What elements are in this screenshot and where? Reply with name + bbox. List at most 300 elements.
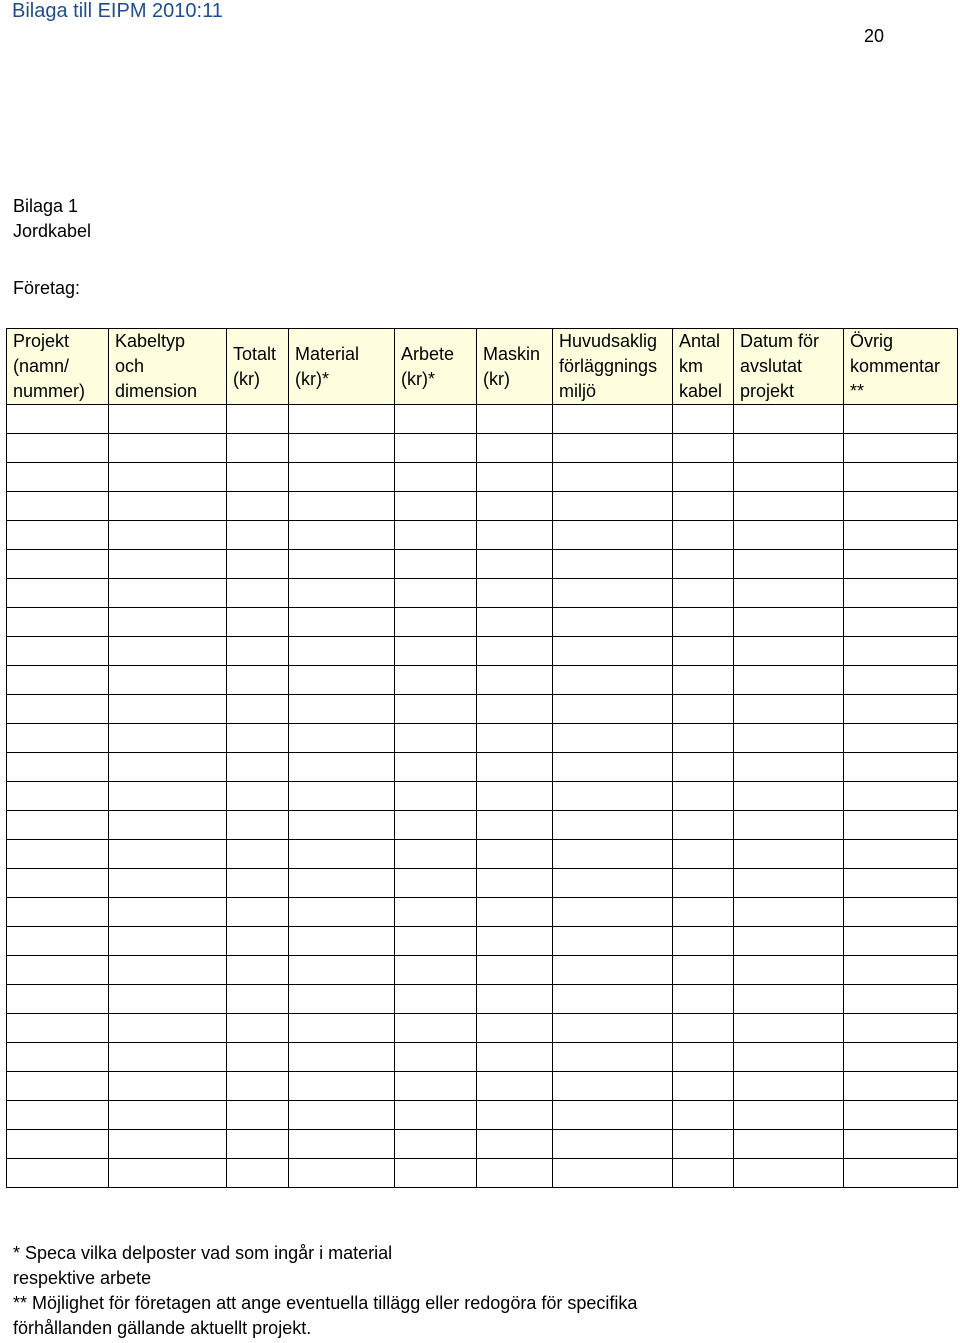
table-cell[interactable] bbox=[844, 550, 958, 579]
table-cell[interactable] bbox=[289, 637, 395, 666]
table-cell[interactable] bbox=[109, 521, 227, 550]
table-cell[interactable] bbox=[395, 927, 477, 956]
table-row bbox=[7, 1072, 958, 1101]
page-number: 20 bbox=[864, 26, 885, 46]
table-cell[interactable] bbox=[109, 782, 227, 811]
table-cell[interactable] bbox=[395, 608, 477, 637]
table-cell[interactable] bbox=[844, 405, 958, 434]
table-cell[interactable] bbox=[477, 1014, 553, 1043]
table-cell[interactable] bbox=[289, 695, 395, 724]
table-cell[interactable] bbox=[553, 579, 673, 608]
table-row bbox=[7, 492, 958, 521]
table-cell[interactable] bbox=[227, 869, 289, 898]
table-cell[interactable] bbox=[227, 666, 289, 695]
table-cell[interactable] bbox=[673, 405, 734, 434]
table-cell[interactable] bbox=[553, 869, 673, 898]
table-cell[interactable] bbox=[289, 782, 395, 811]
table-cell[interactable] bbox=[395, 521, 477, 550]
table-cell[interactable] bbox=[289, 434, 395, 463]
table-cell[interactable] bbox=[7, 666, 109, 695]
table-cell[interactable] bbox=[7, 1043, 109, 1072]
table-cell[interactable] bbox=[673, 579, 734, 608]
table-cell[interactable] bbox=[7, 869, 109, 898]
table-row bbox=[7, 956, 958, 985]
table-cell[interactable] bbox=[289, 898, 395, 927]
table-cell[interactable] bbox=[844, 1072, 958, 1101]
table-cell[interactable] bbox=[673, 1130, 734, 1159]
table-cell[interactable] bbox=[844, 840, 958, 869]
table-cell[interactable] bbox=[844, 463, 958, 492]
table-cell[interactable] bbox=[477, 869, 553, 898]
table-cell[interactable] bbox=[844, 1130, 958, 1159]
table-cell[interactable] bbox=[844, 608, 958, 637]
table-cell[interactable] bbox=[673, 434, 734, 463]
table-cell[interactable] bbox=[395, 840, 477, 869]
table-cell[interactable] bbox=[7, 927, 109, 956]
table-cell[interactable] bbox=[553, 608, 673, 637]
table-cell[interactable] bbox=[395, 898, 477, 927]
table-cell[interactable] bbox=[734, 985, 844, 1014]
table-cell[interactable] bbox=[734, 1014, 844, 1043]
table-cell[interactable] bbox=[395, 637, 477, 666]
table-cell[interactable] bbox=[553, 521, 673, 550]
table-cell[interactable] bbox=[109, 898, 227, 927]
table-cell[interactable] bbox=[109, 434, 227, 463]
table-cell[interactable] bbox=[844, 753, 958, 782]
column-header-completion-date: Datum för avslutat projekt bbox=[734, 329, 844, 405]
table-cell[interactable] bbox=[673, 521, 734, 550]
table-cell[interactable] bbox=[7, 637, 109, 666]
table-cell[interactable] bbox=[734, 521, 844, 550]
table-header-row bbox=[7, 329, 958, 405]
table-cell[interactable] bbox=[227, 724, 289, 753]
table-cell[interactable] bbox=[477, 898, 553, 927]
table-cell[interactable] bbox=[844, 434, 958, 463]
table-cell[interactable] bbox=[7, 898, 109, 927]
table-cell[interactable] bbox=[553, 1101, 673, 1130]
table-cell[interactable] bbox=[734, 405, 844, 434]
table-cell[interactable] bbox=[673, 753, 734, 782]
table-cell[interactable] bbox=[844, 666, 958, 695]
table-cell[interactable] bbox=[844, 782, 958, 811]
table-cell[interactable] bbox=[109, 840, 227, 869]
table-row bbox=[7, 927, 958, 956]
table-cell[interactable] bbox=[109, 869, 227, 898]
table-cell[interactable] bbox=[109, 927, 227, 956]
table-cell[interactable] bbox=[673, 1159, 734, 1188]
table-cell[interactable] bbox=[395, 1014, 477, 1043]
table-cell[interactable] bbox=[734, 811, 844, 840]
table-cell[interactable] bbox=[289, 1101, 395, 1130]
table-cell[interactable] bbox=[673, 695, 734, 724]
table-cell[interactable] bbox=[227, 434, 289, 463]
table-cell[interactable] bbox=[477, 579, 553, 608]
table-cell[interactable] bbox=[477, 811, 553, 840]
table-cell[interactable] bbox=[109, 753, 227, 782]
table-cell[interactable] bbox=[477, 405, 553, 434]
table-cell[interactable] bbox=[289, 927, 395, 956]
table-cell[interactable] bbox=[844, 1043, 958, 1072]
table-cell[interactable] bbox=[477, 927, 553, 956]
table-cell[interactable] bbox=[289, 753, 395, 782]
table-cell[interactable] bbox=[109, 550, 227, 579]
table-cell[interactable] bbox=[477, 985, 553, 1014]
table-cell[interactable] bbox=[227, 985, 289, 1014]
table-cell[interactable] bbox=[289, 666, 395, 695]
table-row bbox=[7, 1101, 958, 1130]
table-cell[interactable] bbox=[477, 956, 553, 985]
table-cell[interactable] bbox=[673, 637, 734, 666]
table-cell[interactable] bbox=[289, 1043, 395, 1072]
table-cell[interactable] bbox=[553, 434, 673, 463]
table-cell[interactable] bbox=[109, 956, 227, 985]
table-cell[interactable] bbox=[844, 869, 958, 898]
table-cell[interactable] bbox=[289, 463, 395, 492]
table-cell[interactable] bbox=[553, 927, 673, 956]
table-cell[interactable] bbox=[289, 1130, 395, 1159]
table-cell[interactable] bbox=[7, 840, 109, 869]
table-cell[interactable] bbox=[553, 1159, 673, 1188]
table-cell[interactable] bbox=[395, 579, 477, 608]
table-cell[interactable] bbox=[734, 898, 844, 927]
table-row bbox=[7, 434, 958, 463]
table-cell[interactable] bbox=[734, 695, 844, 724]
table-cell[interactable] bbox=[227, 550, 289, 579]
table-cell[interactable] bbox=[7, 1130, 109, 1159]
table-cell[interactable] bbox=[289, 840, 395, 869]
table-cell[interactable] bbox=[109, 1159, 227, 1188]
table-cell[interactable] bbox=[395, 463, 477, 492]
table-cell[interactable] bbox=[673, 811, 734, 840]
table-cell[interactable] bbox=[227, 695, 289, 724]
table-cell[interactable] bbox=[289, 492, 395, 521]
table-cell[interactable] bbox=[477, 492, 553, 521]
table-cell[interactable] bbox=[553, 1072, 673, 1101]
table-cell[interactable] bbox=[109, 1130, 227, 1159]
table-cell[interactable] bbox=[109, 1101, 227, 1130]
table-cell[interactable] bbox=[553, 898, 673, 927]
table-cell[interactable] bbox=[553, 782, 673, 811]
table-cell[interactable] bbox=[477, 1159, 553, 1188]
table-cell[interactable] bbox=[734, 550, 844, 579]
table-cell[interactable] bbox=[7, 782, 109, 811]
table-cell[interactable] bbox=[844, 811, 958, 840]
table-cell[interactable] bbox=[7, 1101, 109, 1130]
table-cell[interactable] bbox=[7, 724, 109, 753]
table-cell[interactable] bbox=[844, 521, 958, 550]
table-cell[interactable] bbox=[227, 492, 289, 521]
table-cell[interactable] bbox=[395, 1043, 477, 1072]
table-cell[interactable] bbox=[673, 608, 734, 637]
table-cell[interactable] bbox=[7, 695, 109, 724]
table-cell[interactable] bbox=[844, 927, 958, 956]
table-cell[interactable] bbox=[844, 695, 958, 724]
table-row bbox=[7, 579, 958, 608]
table-cell[interactable] bbox=[477, 637, 553, 666]
table-cell[interactable] bbox=[227, 898, 289, 927]
table-cell[interactable] bbox=[673, 985, 734, 1014]
table-cell[interactable] bbox=[477, 753, 553, 782]
table-cell[interactable] bbox=[734, 1130, 844, 1159]
table-cell[interactable] bbox=[109, 608, 227, 637]
table-cell[interactable] bbox=[289, 869, 395, 898]
table-cell[interactable] bbox=[477, 550, 553, 579]
table-cell[interactable] bbox=[477, 782, 553, 811]
table-cell[interactable] bbox=[289, 405, 395, 434]
table-cell[interactable] bbox=[395, 1101, 477, 1130]
table-cell[interactable] bbox=[477, 1043, 553, 1072]
table-cell[interactable] bbox=[7, 956, 109, 985]
appendix-label: Bilaga 1 bbox=[13, 196, 79, 216]
table-cell[interactable] bbox=[734, 463, 844, 492]
table-cell[interactable] bbox=[395, 1159, 477, 1188]
table-cell[interactable] bbox=[7, 1014, 109, 1043]
footnote-1-cont: respektive arbete bbox=[13, 1268, 152, 1288]
table-cell[interactable] bbox=[395, 1130, 477, 1159]
table-cell[interactable] bbox=[673, 1072, 734, 1101]
table-cell[interactable] bbox=[109, 666, 227, 695]
table-cell[interactable] bbox=[673, 492, 734, 521]
column-header-cable-type: Kabeltyp och dimension bbox=[109, 329, 227, 405]
table-cell[interactable] bbox=[395, 1072, 477, 1101]
table-cell[interactable] bbox=[673, 840, 734, 869]
table-cell[interactable] bbox=[289, 985, 395, 1014]
table-row bbox=[7, 521, 958, 550]
table-cell[interactable] bbox=[227, 927, 289, 956]
table-cell[interactable] bbox=[477, 840, 553, 869]
table-cell[interactable] bbox=[673, 724, 734, 753]
table-cell[interactable] bbox=[673, 463, 734, 492]
table-cell[interactable] bbox=[477, 463, 553, 492]
table-row bbox=[7, 1130, 958, 1159]
table-cell[interactable] bbox=[673, 1043, 734, 1072]
appendix-subtitle: Jordkabel bbox=[13, 221, 92, 241]
table-cell[interactable] bbox=[109, 1072, 227, 1101]
table-cell[interactable] bbox=[477, 666, 553, 695]
table-cell[interactable] bbox=[395, 985, 477, 1014]
table-cell[interactable] bbox=[7, 1072, 109, 1101]
table-cell[interactable] bbox=[844, 1101, 958, 1130]
table-cell[interactable] bbox=[844, 637, 958, 666]
table-cell[interactable] bbox=[734, 782, 844, 811]
table-cell[interactable] bbox=[844, 956, 958, 985]
table-cell[interactable] bbox=[7, 434, 109, 463]
table-row bbox=[7, 1043, 958, 1072]
table-cell[interactable] bbox=[395, 956, 477, 985]
table-cell[interactable] bbox=[477, 608, 553, 637]
table-cell[interactable] bbox=[553, 1014, 673, 1043]
table-cell[interactable] bbox=[109, 1043, 227, 1072]
table-cell[interactable] bbox=[553, 1130, 673, 1159]
table-body bbox=[7, 405, 958, 1188]
table-cell[interactable] bbox=[109, 1014, 227, 1043]
table-cell[interactable] bbox=[395, 492, 477, 521]
table-cell[interactable] bbox=[289, 1159, 395, 1188]
table-cell[interactable] bbox=[7, 521, 109, 550]
table-cell[interactable] bbox=[289, 1072, 395, 1101]
table-cell[interactable] bbox=[7, 405, 109, 434]
table-cell[interactable] bbox=[395, 782, 477, 811]
table-cell[interactable] bbox=[227, 463, 289, 492]
column-header-total: Totalt (kr) bbox=[227, 329, 289, 405]
table-cell[interactable] bbox=[734, 869, 844, 898]
table-cell[interactable] bbox=[109, 811, 227, 840]
table-cell[interactable] bbox=[844, 898, 958, 927]
footnote-2-cont: förhållanden gällande aktuellt projekt. bbox=[13, 1318, 312, 1338]
table-cell[interactable] bbox=[477, 434, 553, 463]
table-cell[interactable] bbox=[395, 666, 477, 695]
table-cell[interactable] bbox=[553, 1043, 673, 1072]
table-row bbox=[7, 840, 958, 869]
table-cell[interactable] bbox=[844, 1014, 958, 1043]
table-cell[interactable] bbox=[289, 811, 395, 840]
table-row bbox=[7, 695, 958, 724]
table-cell[interactable] bbox=[734, 1101, 844, 1130]
table-cell[interactable] bbox=[734, 956, 844, 985]
table-cell[interactable] bbox=[553, 695, 673, 724]
table-cell[interactable] bbox=[227, 579, 289, 608]
table-row bbox=[7, 608, 958, 637]
table-cell[interactable] bbox=[7, 579, 109, 608]
table-cell[interactable] bbox=[673, 782, 734, 811]
table-cell[interactable] bbox=[109, 724, 227, 753]
table-cell[interactable] bbox=[7, 608, 109, 637]
table-cell[interactable] bbox=[289, 956, 395, 985]
table-cell[interactable] bbox=[395, 753, 477, 782]
table-cell[interactable] bbox=[553, 637, 673, 666]
table-cell[interactable] bbox=[734, 753, 844, 782]
table-cell[interactable] bbox=[7, 753, 109, 782]
table-row bbox=[7, 869, 958, 898]
table-cell[interactable] bbox=[109, 985, 227, 1014]
table-cell[interactable] bbox=[227, 782, 289, 811]
table-cell[interactable] bbox=[844, 985, 958, 1014]
table-cell[interactable] bbox=[553, 492, 673, 521]
table-cell[interactable] bbox=[553, 840, 673, 869]
table-cell[interactable] bbox=[553, 811, 673, 840]
table-cell[interactable] bbox=[844, 492, 958, 521]
table-cell[interactable] bbox=[553, 463, 673, 492]
table-cell[interactable] bbox=[227, 608, 289, 637]
table-cell[interactable] bbox=[7, 1159, 109, 1188]
table-cell[interactable] bbox=[109, 695, 227, 724]
table-cell[interactable] bbox=[553, 753, 673, 782]
table-cell[interactable] bbox=[844, 724, 958, 753]
table-cell[interactable] bbox=[553, 405, 673, 434]
table-cell[interactable] bbox=[673, 1014, 734, 1043]
table-cell[interactable] bbox=[734, 1043, 844, 1072]
column-header-labor: Arbete (kr)* bbox=[395, 329, 477, 405]
table-cell[interactable] bbox=[734, 1072, 844, 1101]
table-cell[interactable] bbox=[844, 579, 958, 608]
table-cell[interactable] bbox=[553, 985, 673, 1014]
table-cell[interactable] bbox=[477, 695, 553, 724]
table-cell[interactable] bbox=[734, 666, 844, 695]
table-cell[interactable] bbox=[734, 724, 844, 753]
table-cell[interactable] bbox=[673, 869, 734, 898]
table-cell[interactable] bbox=[289, 521, 395, 550]
table-cell[interactable] bbox=[227, 840, 289, 869]
table-cell[interactable] bbox=[289, 1014, 395, 1043]
table-cell[interactable] bbox=[289, 550, 395, 579]
table-cell[interactable] bbox=[734, 1159, 844, 1188]
column-header-project: Projekt (namn/ nummer) bbox=[7, 329, 109, 405]
table-cell[interactable] bbox=[673, 666, 734, 695]
table-row bbox=[7, 724, 958, 753]
table-cell[interactable] bbox=[673, 956, 734, 985]
table-cell[interactable] bbox=[227, 637, 289, 666]
table-cell[interactable] bbox=[227, 1014, 289, 1043]
table-cell[interactable] bbox=[553, 666, 673, 695]
table-cell[interactable] bbox=[673, 898, 734, 927]
table-cell[interactable] bbox=[395, 811, 477, 840]
table-cell[interactable] bbox=[227, 956, 289, 985]
table-cell[interactable] bbox=[395, 405, 477, 434]
table-cell[interactable] bbox=[109, 463, 227, 492]
table-cell[interactable] bbox=[553, 724, 673, 753]
table-cell[interactable] bbox=[109, 405, 227, 434]
table-cell[interactable] bbox=[289, 608, 395, 637]
table-cell[interactable] bbox=[109, 637, 227, 666]
table-row bbox=[7, 811, 958, 840]
table-cell[interactable] bbox=[7, 811, 109, 840]
table-cell[interactable] bbox=[227, 753, 289, 782]
table-cell[interactable] bbox=[395, 550, 477, 579]
table-cell[interactable] bbox=[7, 550, 109, 579]
table-cell[interactable] bbox=[227, 1130, 289, 1159]
table-cell[interactable] bbox=[553, 550, 673, 579]
table-cell[interactable] bbox=[109, 492, 227, 521]
table-cell[interactable] bbox=[734, 608, 844, 637]
table-cell[interactable] bbox=[553, 956, 673, 985]
table-cell[interactable] bbox=[7, 463, 109, 492]
table-cell[interactable] bbox=[477, 1101, 553, 1130]
table-cell[interactable] bbox=[673, 550, 734, 579]
table-cell[interactable] bbox=[477, 1072, 553, 1101]
table-cell[interactable] bbox=[7, 985, 109, 1014]
table-cell[interactable] bbox=[734, 927, 844, 956]
table-cell[interactable] bbox=[673, 927, 734, 956]
table-cell[interactable] bbox=[734, 840, 844, 869]
table-cell[interactable] bbox=[395, 724, 477, 753]
table-cell[interactable] bbox=[395, 434, 477, 463]
table-cell[interactable] bbox=[109, 579, 227, 608]
table-cell[interactable] bbox=[734, 579, 844, 608]
table-cell[interactable] bbox=[227, 405, 289, 434]
table-cell[interactable] bbox=[477, 1130, 553, 1159]
table-cell[interactable] bbox=[844, 1159, 958, 1188]
table-cell[interactable] bbox=[395, 869, 477, 898]
table-cell[interactable] bbox=[477, 521, 553, 550]
table-cell[interactable] bbox=[289, 724, 395, 753]
table-cell[interactable] bbox=[289, 579, 395, 608]
table-cell[interactable] bbox=[734, 434, 844, 463]
table-cell[interactable] bbox=[227, 521, 289, 550]
table-cell[interactable] bbox=[7, 492, 109, 521]
table-cell[interactable] bbox=[227, 1072, 289, 1101]
cable-project-table bbox=[6, 328, 958, 1188]
table-cell[interactable] bbox=[734, 637, 844, 666]
table-cell[interactable] bbox=[227, 1043, 289, 1072]
table-cell[interactable] bbox=[673, 1101, 734, 1130]
table-cell[interactable] bbox=[227, 1159, 289, 1188]
table-cell[interactable] bbox=[227, 811, 289, 840]
table-row bbox=[7, 550, 958, 579]
table-cell[interactable] bbox=[395, 695, 477, 724]
table-cell[interactable] bbox=[734, 492, 844, 521]
table-cell[interactable] bbox=[227, 1101, 289, 1130]
table-cell[interactable] bbox=[477, 724, 553, 753]
